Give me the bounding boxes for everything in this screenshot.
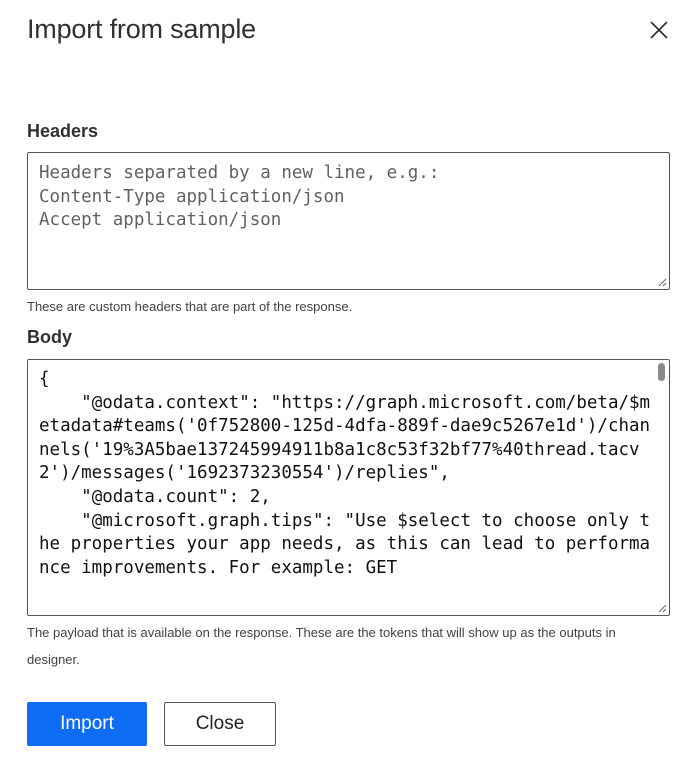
close-icon <box>650 21 668 39</box>
body-help-text: The payload that is available on the response. These are the tokens that will show up as the outputs in designer. <box>27 625 616 667</box>
import-button[interactable]: Import <box>27 702 147 746</box>
resize-handle-icon[interactable] <box>657 603 667 613</box>
dialog-title: Import from sample <box>27 14 256 44</box>
close-dialog-button[interactable] <box>644 15 674 45</box>
scrollbar-thumb[interactable] <box>658 363 665 381</box>
body-textarea[interactable] <box>27 359 670 616</box>
body-label: Body <box>27 327 72 347</box>
resize-handle-icon[interactable] <box>657 277 667 287</box>
close-button[interactable]: Close <box>164 702 276 746</box>
headers-help-text: These are custom headers that are part of the response. <box>27 299 353 314</box>
body-value: { "@odata.context": "https://graph.microsoft.com/beta/$metadata#teams('0f752800-125d-4dfa-889f-dae9c5267e1d')/channels('19%3A5bae137245994911b8a1c8c53f32bf77%40thread.tacv2')/messages('1692373230554')/replies", "@odata.count": 2, "@microsoft.graph.tips": "Use $select to choose only the properties your app needs, as this can lead to performance improvements. For example: GET <box>39 369 651 578</box>
headers-label: Headers <box>27 121 99 141</box>
headers-placeholder: Headers separated by a new line, e.g.: Content-Type application/json Accept application/json <box>39 163 440 231</box>
headers-textarea[interactable] <box>27 152 670 290</box>
